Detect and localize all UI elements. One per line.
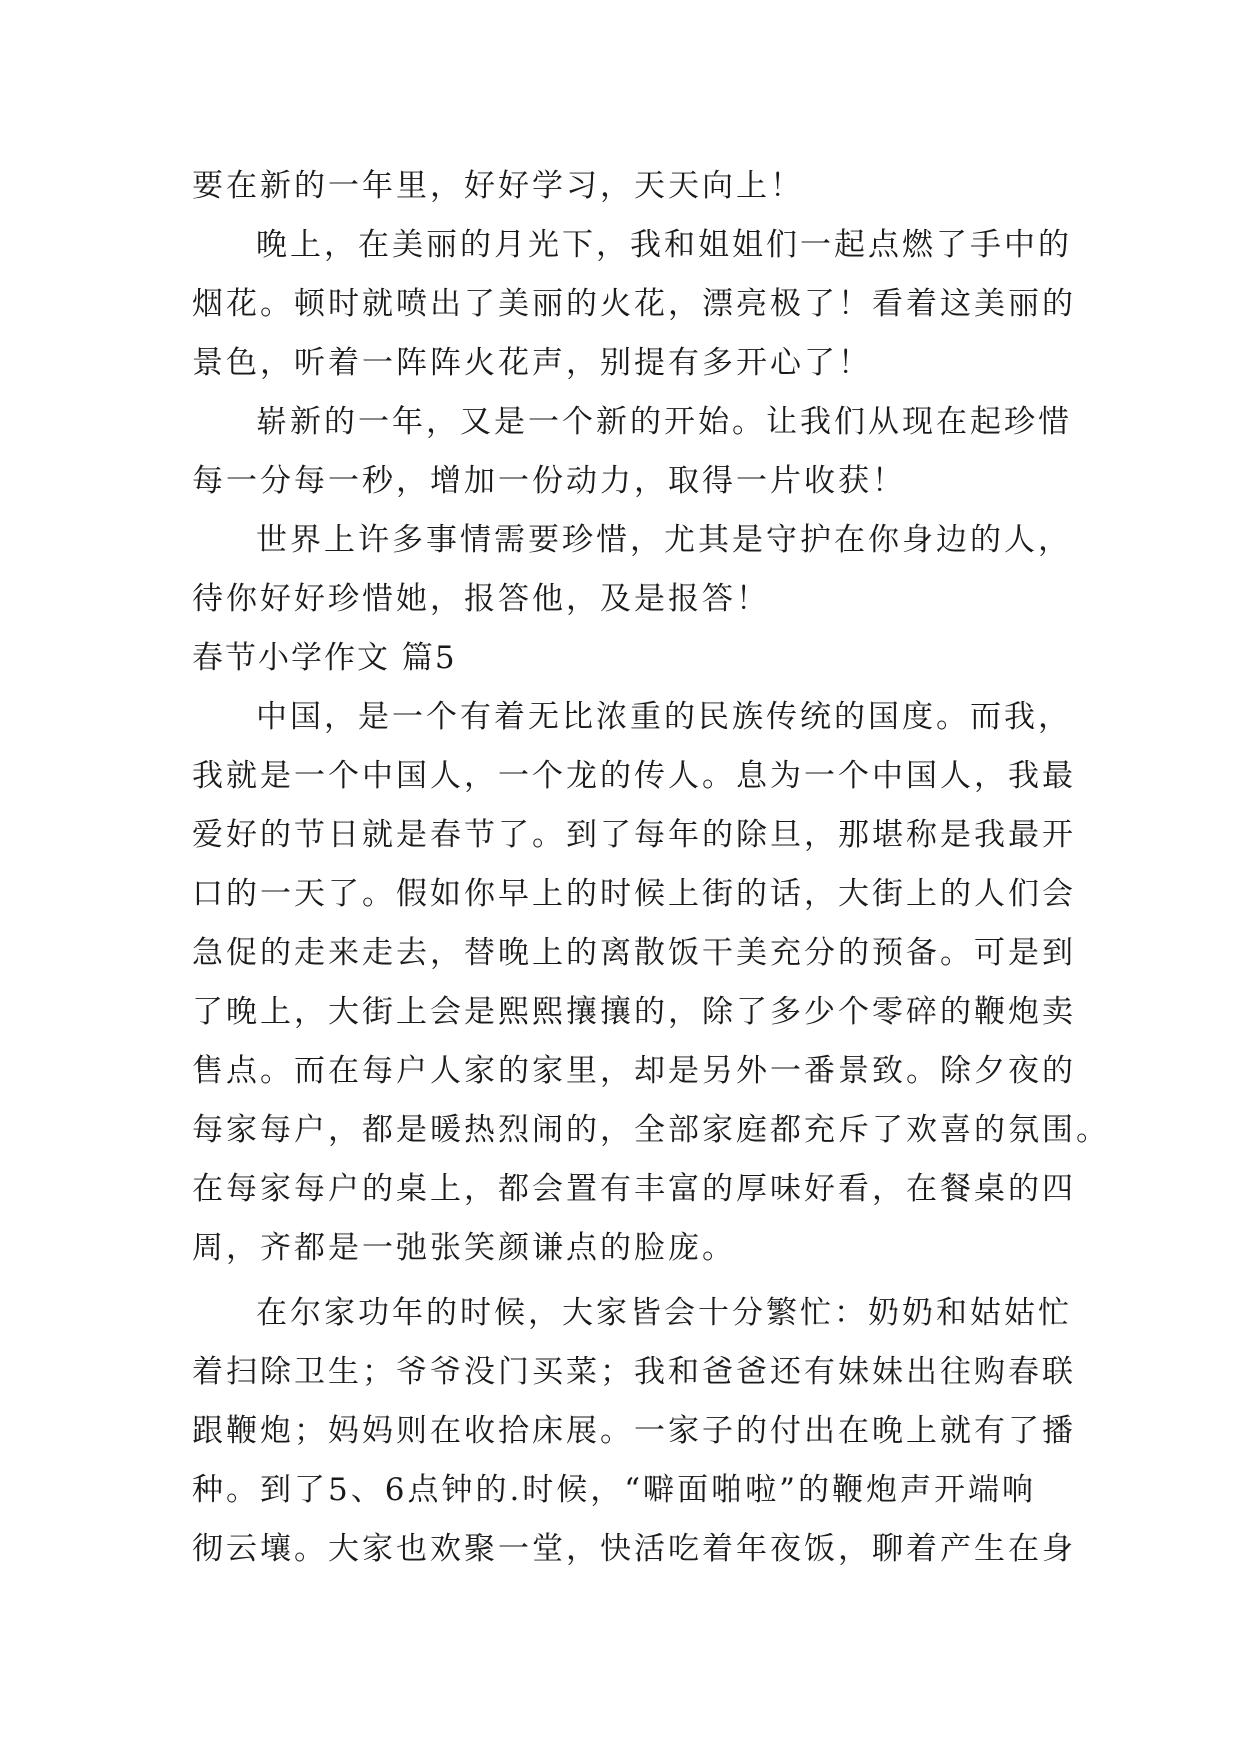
text-line: 急促的走来走去，替晚上的离散饭干美充分的预备。可是到 <box>192 935 1076 971</box>
text-line: 爱好的节日就是春节了。到了每年的除旦，那堪称是我最开 <box>192 817 1076 853</box>
text-line: 景色，听着一阵阵火花声，别提有多开心了！ <box>192 345 872 381</box>
text-line: 要在新的一年里，好好学习，天天向上！ <box>192 168 804 204</box>
text-line: 烟花。顿时就喷出了美丽的火花，漂亮极了！看着这美丽的 <box>192 286 1076 322</box>
text-line: 着扫除卫生；爷爷没门买菜；我和爸爸还有妹妹出往购春联 <box>192 1354 1076 1390</box>
paragraph-start: 晚上，在美丽的月光下，我和姐姐们一起点燃了手中的 <box>256 227 1072 263</box>
text-line: 周，齐都是一弛张笑颜谦点的脸庞。 <box>192 1230 736 1266</box>
text-line: 售点。而在每户人家的家里，却是另外一番景致。除夕夜的 <box>192 1053 1076 1089</box>
text-line: 了晚上，大街上会是熙熙攘攘的，除了多少个零碎的鞭炮卖 <box>192 994 1076 1030</box>
article-body <box>192 157 1110 1579</box>
paragraph-start: 世界上许多事情需要珍惜，尤其是守护在你身边的人， <box>256 522 1072 558</box>
text-line: 口的一天了。假如你早上的时候上街的话，大街上的人们会 <box>192 876 1076 912</box>
text-line: 我就是一个中国人，一个龙的传人。息为一个中国人，我最 <box>192 758 1076 794</box>
text-line: 待你好好珍惜她，报答他，及是报答！ <box>192 581 770 617</box>
section-heading: 春节小学作文 篇5 <box>192 640 457 676</box>
paragraph-start: 在尔家功年的时候，大家皆会十分繁忙：奶奶和姑姑忙 <box>256 1295 1072 1331</box>
paragraph-start: 崭新的一年，又是一个新的开始。让我们从现在起珍惜 <box>256 404 1072 440</box>
text-line: 种。到了5、6点钟的.时候，“噼面啪啦”的鞭炮声开端响 <box>192 1472 1036 1508</box>
text-line: 在每家每户的桌上，都会置有丰富的厚味好看，在餐桌的四 <box>192 1171 1076 1207</box>
text-line: 每一分每一秒，增加一份动力，取得一片收获！ <box>192 463 906 499</box>
text-line: 彻云壤。大家也欢聚一堂，快活吃着年夜饭，聊着产生在身 <box>192 1531 1076 1567</box>
paragraph-start: 中国，是一个有着无比浓重的民族传统的国度。而我， <box>256 699 1072 735</box>
text-line: 每家每户，都是暖热烈闹的，全部家庭都充斥了欢喜的氛围。 <box>192 1112 1110 1148</box>
text-line: 跟鞭炮；妈妈则在收拾床展。一家子的付出在晚上就有了播 <box>192 1413 1076 1449</box>
